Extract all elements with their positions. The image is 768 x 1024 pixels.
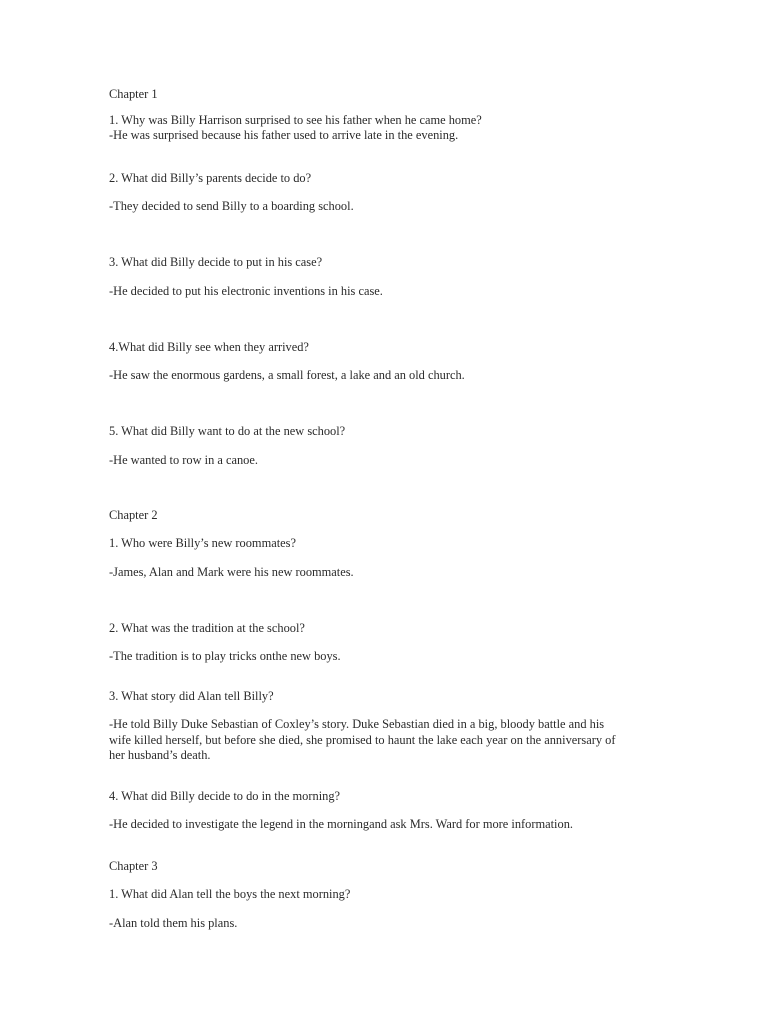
chapter-2-question-2: 2. What was the tradition at the school? xyxy=(109,621,305,635)
chapter-2-answer-4: -He decided to investigate the legend in the morningand ask Mrs. Ward for more information. xyxy=(109,817,573,831)
chapter-1-answer-2: -They decided to send Billy to a boarding school. xyxy=(109,199,354,213)
chapter-1-question-5: 5. What did Billy want to do at the new school? xyxy=(109,424,346,438)
chapter-2-answer-2: -The tradition is to play tricks onthe new boys. xyxy=(109,649,341,663)
chapter-1-question-3: 3. What did Billy decide to put in his case? xyxy=(109,255,323,269)
chapter-2-answer-1: -James, Alan and Mark were his new roommates. xyxy=(109,565,354,579)
chapter-1-question-1: 1. Why was Billy Harrison surprised to see his father when he came home? xyxy=(109,113,482,127)
chapter-1-question-4: 4.What did Billy see when they arrived? xyxy=(109,340,309,354)
chapter-1-answer-1: -He was surprised because his father used to arrive late in the evening. xyxy=(109,128,459,142)
chapter-2-question-4: 4. What did Billy decide to do in the morning? xyxy=(109,789,341,803)
chapter-1-answer-5: -He wanted to row in a canoe. xyxy=(109,453,258,467)
chapter-3-answer-1: -Alan told them his plans. xyxy=(109,916,238,930)
chapter-3-heading: Chapter 3 xyxy=(109,859,158,873)
chapter-2-heading: Chapter 2 xyxy=(109,508,158,522)
chapter-3-question-1: 1. What did Alan tell the boys the next morning? xyxy=(109,887,351,901)
chapter-1-answer-4: -He saw the enormous gardens, a small forest, a lake and an old church. xyxy=(109,368,465,382)
chapter-1-answer-3: -He decided to put his electronic inventions in his case. xyxy=(109,284,383,298)
chapter-1-question-2: 2. What did Billy’s parents decide to do? xyxy=(109,171,312,185)
chapter-2-question-1: 1. Who were Billy’s new roommates? xyxy=(109,536,296,550)
chapter-2-question-3: 3. What story did Alan tell Billy? xyxy=(109,689,274,703)
chapter-1-heading: Chapter 1 xyxy=(109,87,158,101)
chapter-2-answer-3: -He told Billy Duke Sebastian of Coxley’s story. Duke Sebastian died in a big, bloody battle and his wife killed herself, but before she died, she promised to haunt the lake each year on the anniversary of her husband’s death. xyxy=(109,717,616,762)
